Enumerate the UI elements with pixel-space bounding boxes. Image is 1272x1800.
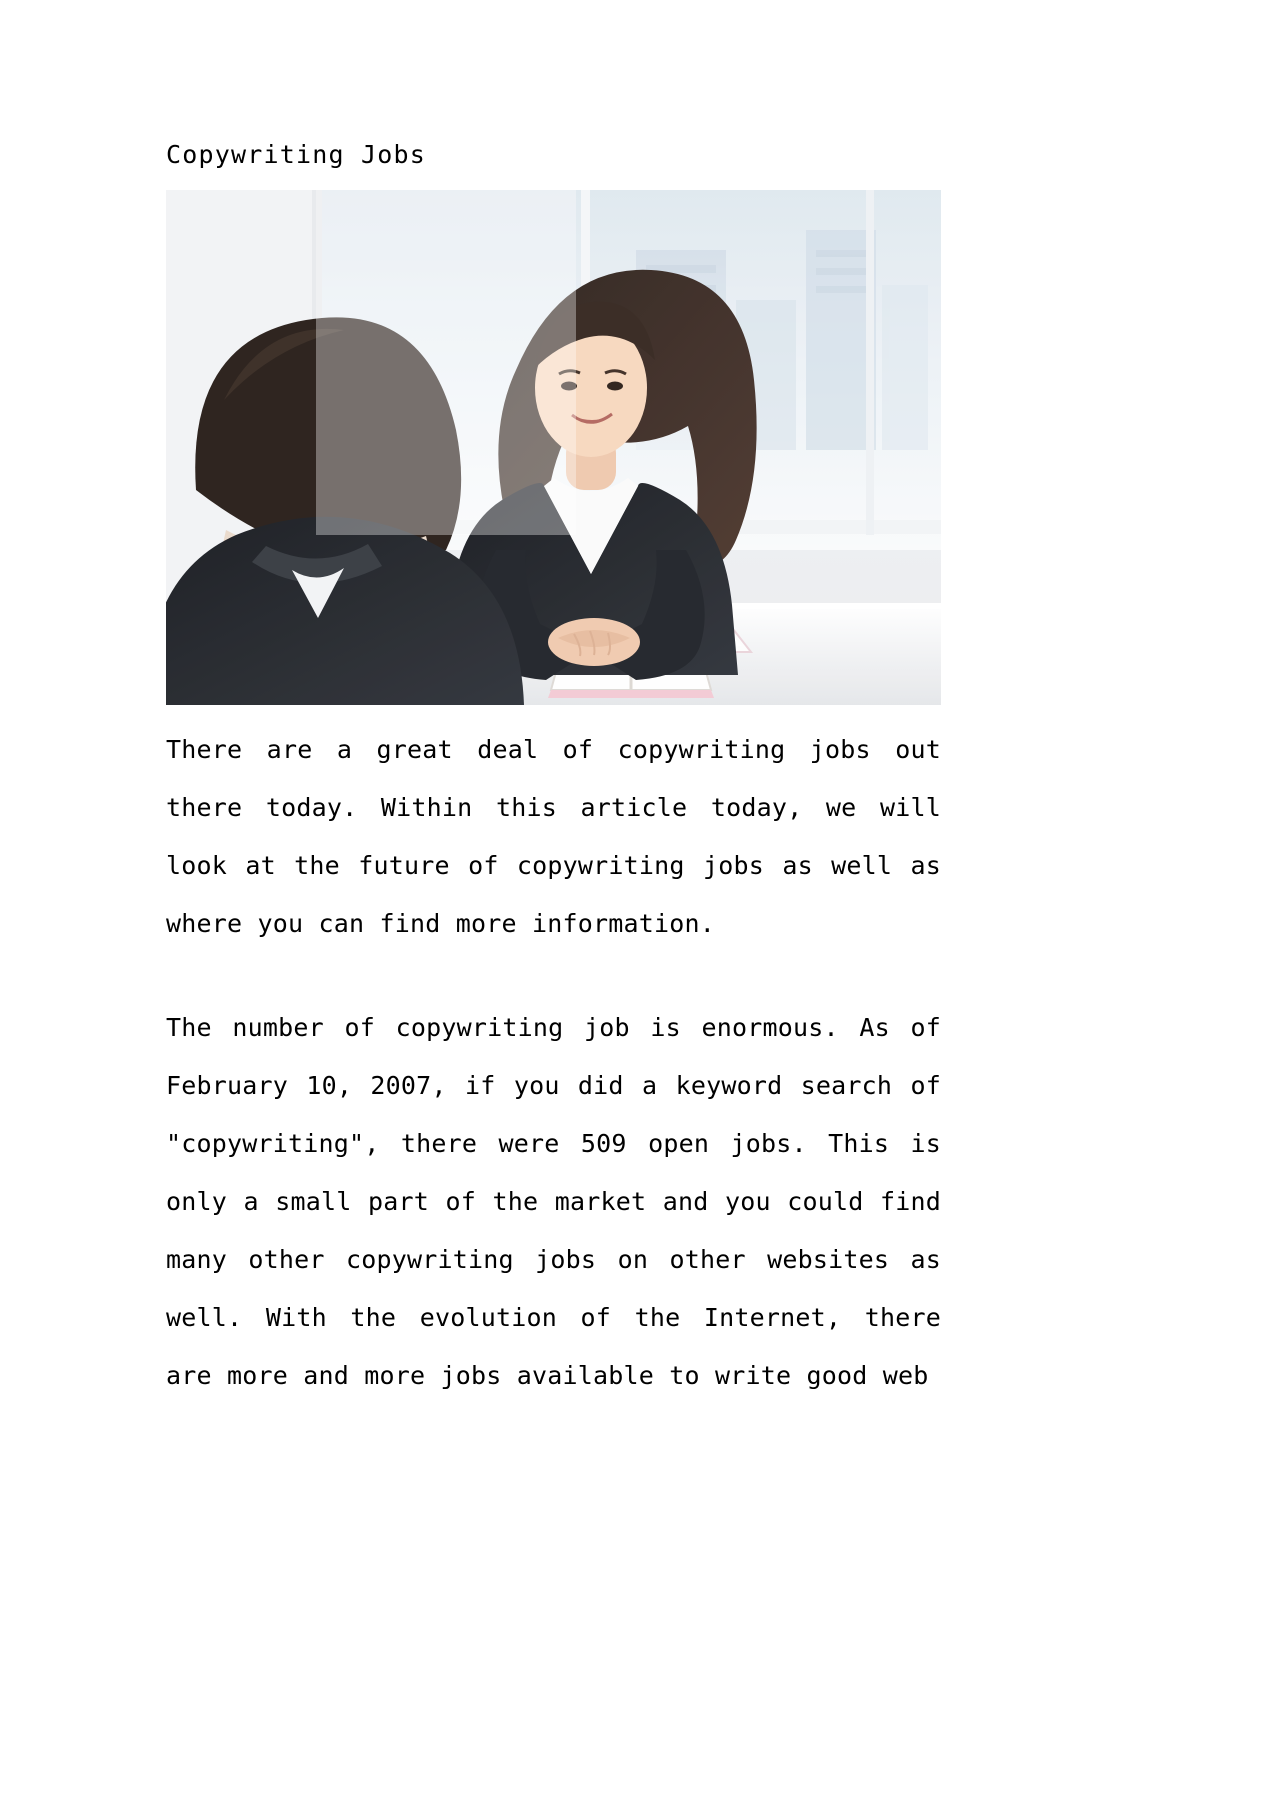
page-title: Copywriting Jobs <box>166 140 427 169</box>
paragraph-2: The number of copywriting job is enormous. As of February 10, 2007, if you did a keyword search of "copywriting", there were 509 open jobs. This is only a small part of the market and you could find many other copywriting jobs on other websites as well. With the evolution of the Internet, there are more and more jobs available to write good web <box>166 1013 941 1390</box>
interview-photo <box>166 190 941 705</box>
paragraph-1: There are a great deal of copywriting jobs out there today. Within this article today, we will look at the future of copywriting jobs as well as where you can find more information. <box>166 735 941 938</box>
document-body <box>166 138 941 1405</box>
